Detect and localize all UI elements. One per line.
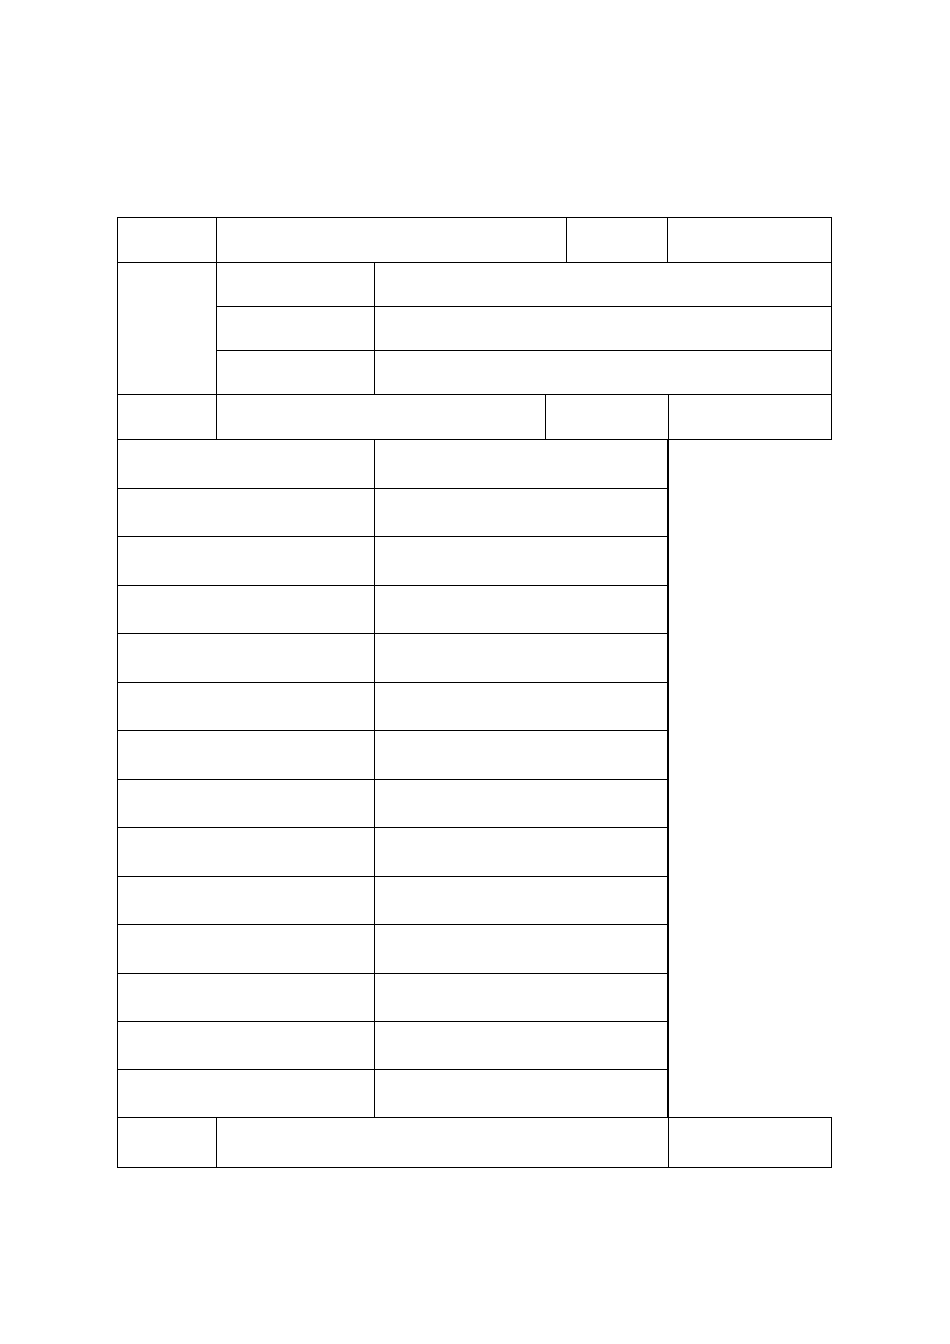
doc-number-label bbox=[567, 218, 668, 263]
approver-sign-value[interactable] bbox=[217, 1118, 669, 1168]
compile-person-row bbox=[118, 307, 832, 351]
countersign-sign-cell[interactable] bbox=[375, 828, 668, 877]
countersign-dept-cell[interactable] bbox=[118, 489, 375, 537]
countersign-section-label bbox=[118, 395, 217, 440]
doc-name-label bbox=[118, 218, 217, 263]
countersign-dept-cell[interactable] bbox=[118, 537, 375, 586]
countersign-row bbox=[118, 489, 832, 537]
countersign-date-cell[interactable] bbox=[668, 537, 669, 586]
countersign-dept-cell[interactable] bbox=[118, 634, 375, 683]
compile-person-value[interactable] bbox=[375, 307, 832, 351]
countersign-dept-cell[interactable] bbox=[118, 925, 375, 974]
countersign-sign-cell[interactable] bbox=[375, 1070, 668, 1118]
col-header-dept bbox=[217, 395, 546, 440]
col-header-sign bbox=[546, 395, 669, 440]
countersign-dept-cell[interactable] bbox=[118, 1070, 375, 1118]
compile-section-label bbox=[118, 263, 217, 395]
countersign-dept-cell[interactable] bbox=[118, 974, 375, 1022]
countersign-row bbox=[118, 1070, 832, 1118]
countersign-date-cell[interactable] bbox=[668, 1070, 669, 1118]
countersign-dept-cell[interactable] bbox=[118, 828, 375, 877]
countersign-row bbox=[118, 586, 832, 634]
countersign-date-cell[interactable] bbox=[668, 974, 669, 1022]
countersign-sign-cell[interactable] bbox=[375, 925, 668, 974]
countersign-dept-cell[interactable] bbox=[118, 1022, 375, 1070]
countersign-row bbox=[118, 634, 832, 683]
countersign-row bbox=[118, 440, 832, 489]
countersign-sign-cell[interactable] bbox=[375, 780, 668, 828]
compile-dept-value[interactable] bbox=[375, 263, 832, 307]
countersign-row bbox=[118, 1022, 832, 1070]
countersign-sign-cell[interactable] bbox=[375, 489, 668, 537]
countersign-date-cell[interactable] bbox=[668, 828, 669, 877]
approval-form-table bbox=[117, 217, 832, 1168]
countersign-header-row bbox=[118, 395, 832, 440]
countersign-dept-cell[interactable] bbox=[118, 440, 375, 489]
doc-number-value[interactable] bbox=[668, 218, 832, 263]
countersign-date-cell[interactable] bbox=[668, 1022, 669, 1070]
countersign-date-cell[interactable] bbox=[668, 683, 669, 731]
countersign-date-cell[interactable] bbox=[668, 780, 669, 828]
countersign-row bbox=[118, 925, 832, 974]
countersign-sign-cell[interactable] bbox=[375, 634, 668, 683]
countersign-sign-cell[interactable] bbox=[375, 731, 668, 780]
countersign-date-cell[interactable] bbox=[668, 634, 669, 683]
countersign-row bbox=[118, 828, 832, 877]
countersign-row bbox=[118, 974, 832, 1022]
countersign-date-cell[interactable] bbox=[668, 925, 669, 974]
compile-head-label bbox=[217, 351, 375, 395]
countersign-dept-cell[interactable] bbox=[118, 586, 375, 634]
countersign-sign-cell[interactable] bbox=[375, 683, 668, 731]
countersign-sign-cell[interactable] bbox=[375, 974, 668, 1022]
countersign-rows bbox=[118, 440, 832, 1118]
countersign-sign-cell[interactable] bbox=[375, 440, 668, 489]
countersign-sign-cell[interactable] bbox=[375, 586, 668, 634]
countersign-date-cell[interactable] bbox=[668, 489, 669, 537]
countersign-row bbox=[118, 683, 832, 731]
countersign-dept-cell[interactable] bbox=[118, 683, 375, 731]
compile-dept-label bbox=[217, 263, 375, 307]
countersign-sign-cell[interactable] bbox=[375, 1022, 668, 1070]
countersign-sign-cell[interactable] bbox=[375, 877, 668, 925]
col-header-date bbox=[669, 395, 832, 440]
countersign-row bbox=[118, 537, 832, 586]
compile-head-value[interactable] bbox=[375, 351, 832, 395]
countersign-dept-cell[interactable] bbox=[118, 780, 375, 828]
countersign-dept-cell[interactable] bbox=[118, 877, 375, 925]
compile-head-row bbox=[118, 351, 832, 395]
countersign-dept-cell[interactable] bbox=[118, 731, 375, 780]
countersign-date-cell[interactable] bbox=[668, 586, 669, 634]
countersign-date-cell[interactable] bbox=[668, 440, 669, 489]
countersign-sign-cell[interactable] bbox=[375, 537, 668, 586]
approver-sign-label bbox=[118, 1118, 217, 1168]
approval-row bbox=[118, 1118, 832, 1168]
countersign-date-cell[interactable] bbox=[668, 731, 669, 780]
countersign-row bbox=[118, 731, 832, 780]
countersign-row bbox=[118, 780, 832, 828]
compile-person-label bbox=[217, 307, 375, 351]
doc-name-value[interactable] bbox=[217, 218, 567, 263]
compile-dept-row bbox=[118, 263, 832, 307]
approver-date-value[interactable] bbox=[669, 1118, 832, 1168]
countersign-row bbox=[118, 877, 832, 925]
doc-info-row bbox=[118, 218, 832, 263]
countersign-date-cell[interactable] bbox=[668, 877, 669, 925]
